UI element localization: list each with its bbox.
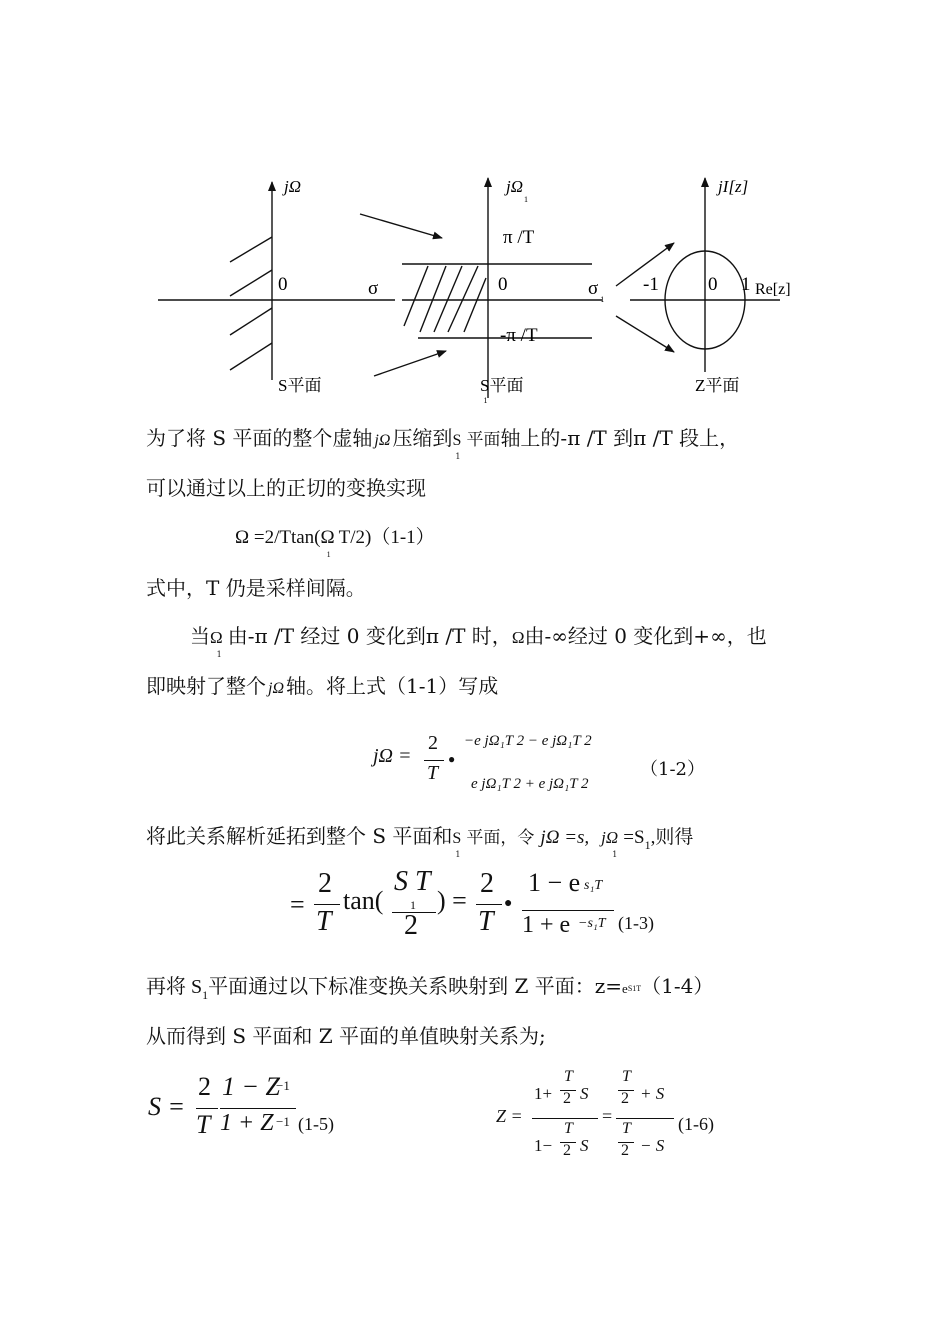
equation-1-1: $\Omega =2/Ttan(\Omega_1T/2)(1-1)$	[235, 527, 435, 559]
s-plane-sigma-label: σ	[368, 278, 379, 299]
paragraph-sampling-interval: 式中，T 仍是采样间隔。	[146, 576, 366, 600]
paragraph-standard-transform: 再将 $S_1$平面通过以下标准变换关系映射到 Z 平面：z=eS1T（1-4）	[146, 974, 714, 1002]
z-plane-caption: Z平面	[695, 376, 740, 395]
jomega-symbol: jΩ	[374, 432, 391, 449]
s1-plane-origin-label: 0	[498, 274, 508, 295]
s-plane-jomega-label: jΩ	[284, 177, 302, 196]
z-plane-re-label: Re[z]	[755, 281, 791, 298]
mapping-arrow-to-z-lower	[616, 316, 674, 352]
paragraph-omega-range: 当$\Omega_1$由-π /T 经过 0 变化到π /T 时，Ω由-∞经过 0 变化到+∞，也	[190, 624, 767, 659]
mapping-arrow-upper	[360, 214, 442, 238]
paragraph-tangent-transform: 可以通过以上的正切的变换实现	[146, 476, 426, 500]
s1-plane-jomega-label: $j\Omega_1$	[506, 177, 529, 204]
paragraph-compress-axis: 为了将 S 平面的整个虚轴 jΩ 压缩到$S_1$平面轴上的-π /T 到π /T 段上，	[146, 426, 740, 461]
s1-plane-caption: S 1平面	[480, 376, 524, 405]
plane-mapping-figure	[0, 0, 950, 420]
s1-plane-strip-hatching	[404, 266, 486, 332]
z-plane-jim-label: jI[z]	[718, 177, 749, 196]
s1-plane-pi-over-t-label: π /T	[503, 227, 535, 248]
s1-plane-sigma-label: $\sigma_1$	[588, 278, 605, 304]
mapping-arrow-lower	[374, 351, 446, 376]
s1-plane-neg-pi-over-t-label: -π /T	[500, 325, 538, 346]
paragraph-single-valued-mapping: 从而得到 S 平面和 Z 平面的单值映射关系为;	[146, 1024, 546, 1048]
s-plane-caption: S平面	[278, 376, 322, 395]
z-plane-one-label: 1	[741, 274, 751, 295]
z-plane-neg-one-label: -1	[643, 274, 659, 295]
paragraph-analytic-extension: 将此关系解析延拓到整个 S 平面和$S_1$平面，令 jΩ =s, $j\Omega_1=S_1$,则得	[146, 824, 694, 859]
s-plane-left-half-hatching	[230, 237, 272, 370]
z-plane-origin-label: 0	[708, 274, 718, 295]
s-plane-origin-label: 0	[278, 274, 288, 295]
paragraph-rewrite: 即映射了整个 jΩ 轴。将上式（1-1）写成	[146, 674, 499, 698]
s-plane	[158, 182, 395, 380]
